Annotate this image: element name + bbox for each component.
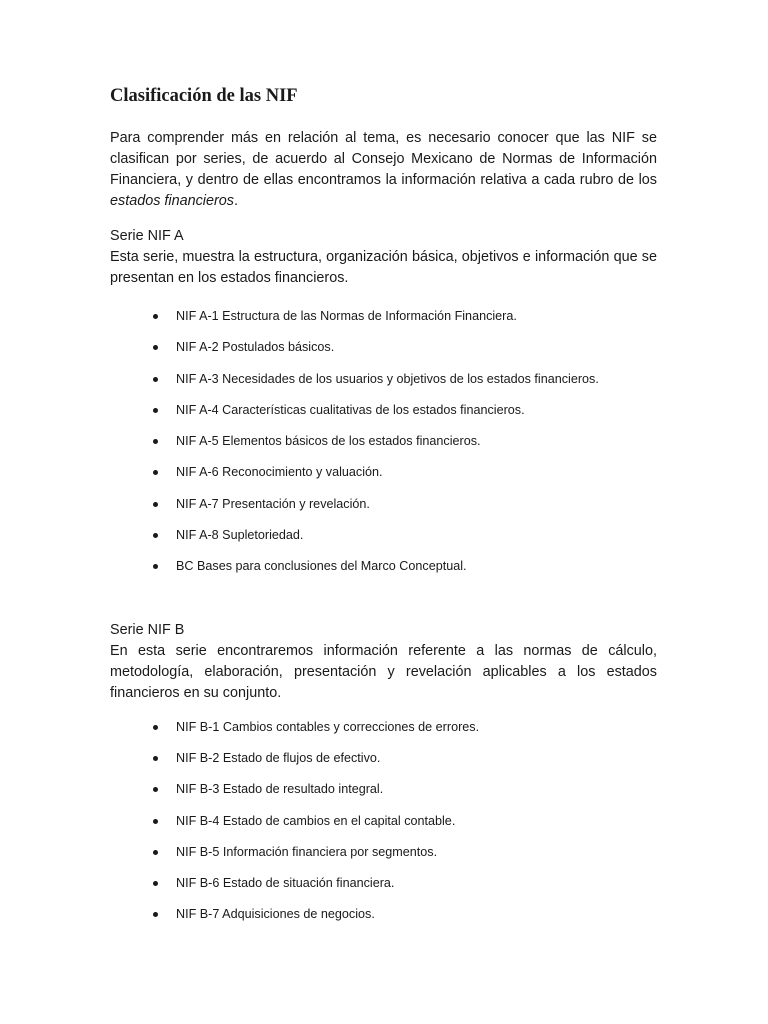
list-item bbox=[110, 464, 657, 495]
bullet-icon bbox=[153, 377, 158, 382]
list-item-text: NIF B-1 Cambios contables y correcciones de errores. bbox=[176, 719, 480, 734]
intro-end: . bbox=[234, 193, 238, 209]
bullet-icon bbox=[153, 850, 158, 855]
bullet-icon bbox=[153, 502, 158, 507]
bullet-icon bbox=[153, 912, 158, 917]
list-item-text: BC Bases para conclusiones del Marco Conceptual. bbox=[176, 559, 467, 574]
bullet-icon bbox=[153, 756, 158, 761]
list-item-text: NIF B-4 Estado de cambios en el capital contable. bbox=[176, 813, 456, 828]
document-page bbox=[110, 84, 657, 938]
bullet-icon bbox=[153, 881, 158, 886]
page-title: Clasificación de las NIF bbox=[110, 86, 298, 106]
list-item bbox=[110, 781, 657, 812]
list-item-text: NIF A-2 Postulados básicos. bbox=[176, 340, 335, 355]
series-a-list bbox=[110, 308, 657, 590]
bullet-icon bbox=[153, 470, 158, 475]
list-item bbox=[110, 308, 657, 339]
bullet-icon bbox=[153, 725, 158, 730]
list-item bbox=[110, 339, 657, 370]
intro-paragraph bbox=[110, 128, 657, 212]
series-a-description: Esta serie, muestra la estructura, organización básica, objetivos e información que se presentan en los estados financieros. bbox=[110, 249, 657, 286]
list-item bbox=[110, 750, 657, 781]
list-item-text: NIF B-7 Adquisiciones de negocios. bbox=[176, 907, 375, 922]
list-item bbox=[110, 402, 657, 433]
bullet-icon bbox=[153, 787, 158, 792]
list-item bbox=[110, 558, 657, 589]
list-item-text: NIF B-6 Estado de situación financiera. bbox=[176, 876, 395, 891]
series-b-heading: Serie NIF B bbox=[110, 621, 185, 638]
series-b-list bbox=[110, 719, 657, 938]
list-item bbox=[110, 371, 657, 402]
series-b-description: En esta serie encontraremos información referente a las normas de cálculo, metodología, elaboración, presentación y revelación aplicables a los estados financieros en su conjunto. bbox=[110, 642, 657, 701]
list-item-text: NIF B-5 Información financiera por segmentos. bbox=[176, 844, 438, 859]
list-item-text: NIF A-8 Supletoriedad. bbox=[176, 528, 304, 543]
intro-text: Para comprender más en relación al tema, es necesario conocer que las NIF se clasifican por series, de acuerdo al Consejo Mexicano de Normas de Información Financiera, y dentro de ellas encontramos la información relativa a cada rubro de los bbox=[110, 130, 657, 188]
section-spacer bbox=[110, 590, 657, 620]
list-item bbox=[110, 719, 657, 750]
list-item-text: NIF A-4 Características cualitativas de los estados financieros. bbox=[176, 402, 525, 417]
list-item-text: NIF A-7 Presentación y revelación. bbox=[176, 496, 370, 511]
bullet-icon bbox=[153, 564, 158, 569]
intro-emphasis: estados financieros bbox=[110, 193, 234, 209]
list-item-text: NIF B-3 Estado de resultado integral. bbox=[176, 782, 384, 797]
list-item-text: NIF A-5 Elementos básicos de los estados financieros. bbox=[176, 434, 481, 449]
list-item bbox=[110, 496, 657, 527]
list-item-text: NIF A-3 Necesidades de los usuarios y objetivos de los estados financieros. bbox=[176, 371, 599, 386]
bullet-icon bbox=[153, 819, 158, 824]
bullet-icon bbox=[153, 314, 158, 319]
bullet-icon bbox=[153, 439, 158, 444]
bullet-icon bbox=[153, 533, 158, 538]
list-item bbox=[110, 527, 657, 558]
list-item bbox=[110, 906, 657, 937]
list-item bbox=[110, 844, 657, 875]
bullet-icon bbox=[153, 345, 158, 350]
list-item bbox=[110, 875, 657, 906]
list-item bbox=[110, 813, 657, 844]
list-item bbox=[110, 433, 657, 464]
list-item-text: NIF A-6 Reconocimiento y valuación. bbox=[176, 465, 383, 480]
bullet-icon bbox=[153, 408, 158, 413]
list-item-text: NIF B-2 Estado de flujos de efectivo. bbox=[176, 750, 381, 765]
list-item-text: NIF A-1 Estructura de las Normas de Información Financiera. bbox=[176, 309, 517, 323]
series-a-heading: Serie NIF A bbox=[110, 228, 184, 244]
